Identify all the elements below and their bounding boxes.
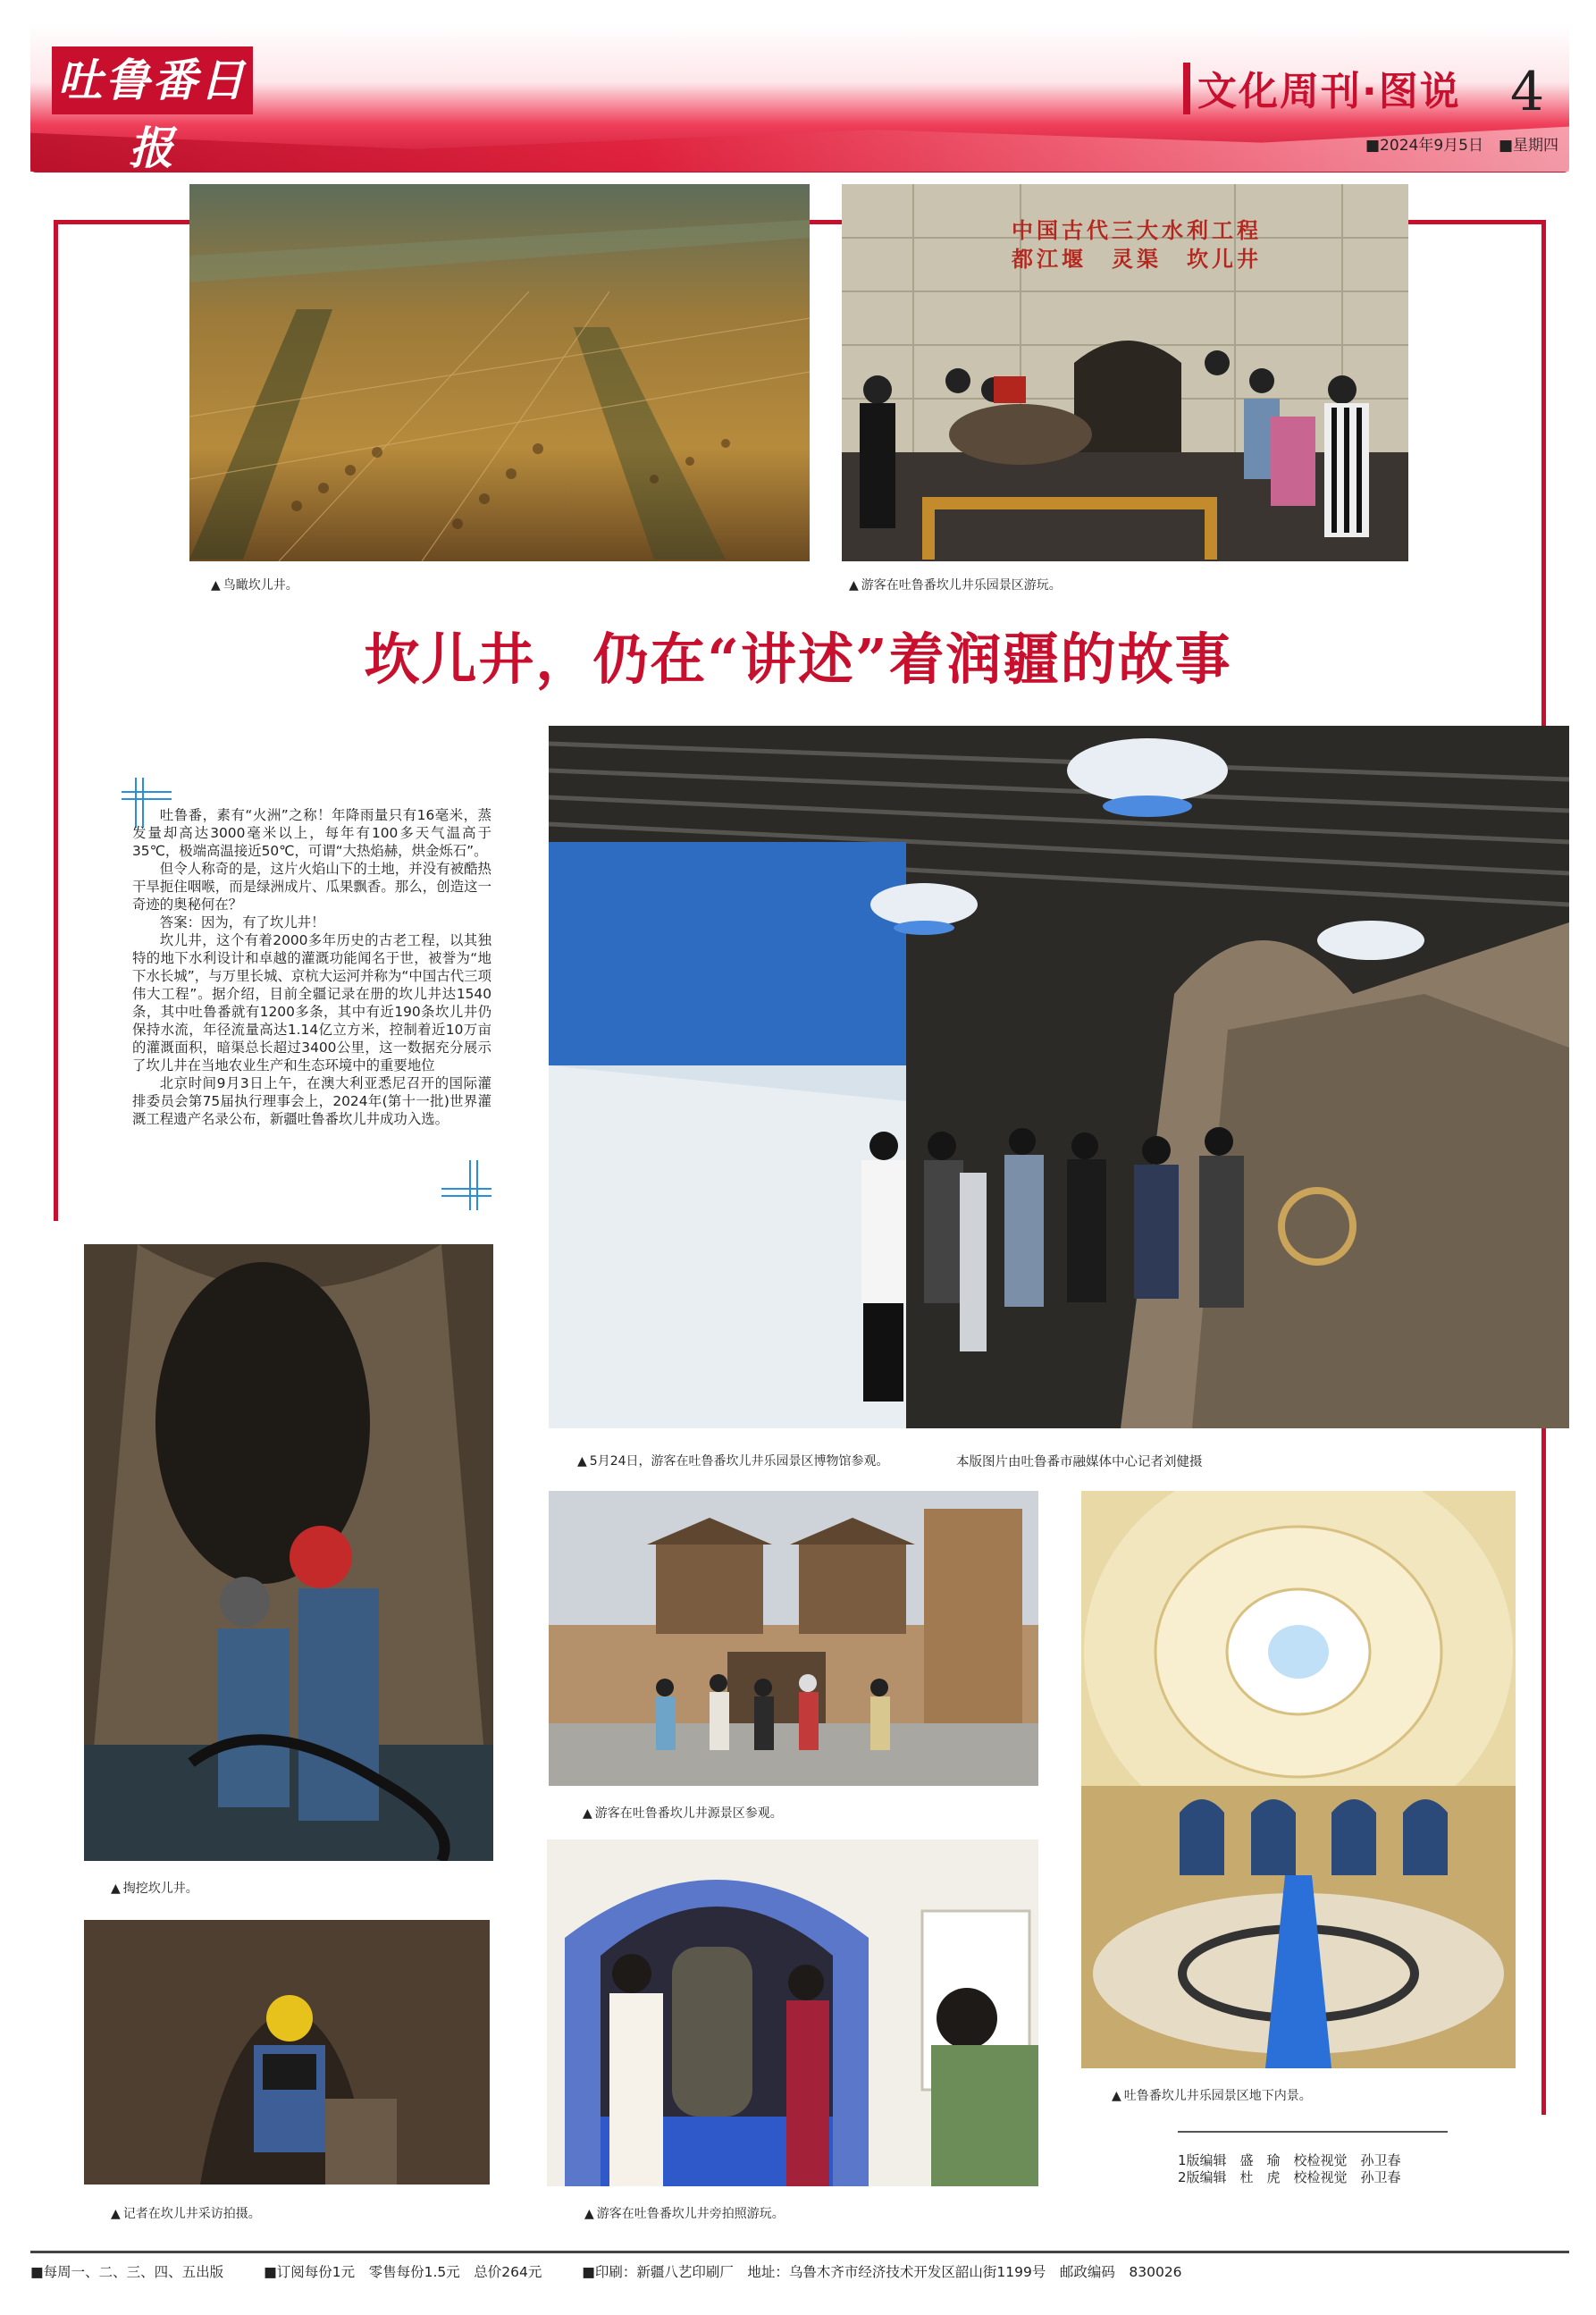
- section-marker: [1183, 63, 1190, 114]
- article-paragraph: 北京时间9月3日上午，在澳大利亚悉尼召开的国际灌排委员会第75届执行理事会上，2024年(第十一批)世界灌溉工程遗产名录公布，新疆吐鲁番坎儿井成功入选。: [132, 1075, 491, 1127]
- printer-info: ■印刷：新疆八艺印刷厂 地址：乌鲁木齐市经济技术开发区韶山街1199号 邮政编码 830026: [582, 2264, 1182, 2280]
- publication-schedule: ■每周一、二、三、四、五出版: [30, 2264, 224, 2280]
- karez-entrance-photo: [842, 184, 1408, 561]
- credit-line: 1版编辑 盛 瑜 校检视觉 孙卫春: [1178, 2152, 1401, 2168]
- issue-date: ■2024年9月5日 ■星期四: [1365, 137, 1559, 155]
- digging-caption: ▲ 掏挖坎儿井。: [111, 1879, 198, 1897]
- photo-spot-photo: [547, 1839, 1038, 2186]
- credit-line: 2版编辑 杜 虎 校检视觉 孙卫春: [1178, 2169, 1401, 2185]
- rotunda-caption: ▲ 吐鲁番坎儿井乐园景区地下内景。: [1112, 2086, 1312, 2104]
- aerial-karez-photo: [189, 184, 810, 561]
- museum-photo: [549, 726, 1569, 1428]
- section-title: 文化周刊·图说: [1197, 69, 1461, 114]
- footer-info: [30, 2261, 1218, 2281]
- reporter-photo: [84, 1920, 490, 2185]
- underground-rotunda-photo: [1081, 1491, 1516, 2068]
- entrance-sign-line2: 都江堰 灵渠 坎儿井: [1012, 246, 1262, 272]
- frame-left-rule: [54, 220, 58, 1221]
- museum-caption: ▲ 5月24日，游客在吐鲁番坎儿井乐园景区博物馆参观。: [577, 1452, 889, 1469]
- footer-rule: [30, 2251, 1569, 2253]
- article-paragraph: 但令人称奇的是，这片火焰山下的土地，并没有被酷热干旱扼住咽喉，而是绿洲成片、瓜果飘香。那么，创造这一奇迹的奥秘何在？: [132, 861, 491, 913]
- aerial-caption: ▲ 鸟瞰坎儿井。: [211, 576, 298, 593]
- article-paragraph: 吐鲁番，素有“火洲”之称！年降雨量只有16毫米，蒸发量却高达3000毫米以上，每年有100多天气温高于35℃，极端高温接近50℃，可谓“大热焰赫，烘金烁石”。: [132, 807, 491, 859]
- article-paragraph: 答案：因为，有了坎儿井！: [159, 914, 325, 930]
- page-headline: 坎儿井，仍在“讲述”着润疆的故事: [364, 627, 1232, 692]
- subscription-price: ■订阅每份1元 零售每份1.5元 总价264元: [264, 2264, 542, 2280]
- reporter-caption: ▲ 记者在坎儿井采访拍摄。: [111, 2204, 261, 2222]
- karez-source-fortress-photo: [549, 1491, 1038, 1786]
- karez-digging-photo: [84, 1244, 493, 1861]
- article-corner-decor-bottom: [440, 1158, 493, 1212]
- newspaper-logo: 吐鲁番日报: [52, 46, 253, 114]
- editor-credits: [1178, 2152, 1446, 2186]
- entrance-caption: ▲ 游客在吐鲁番坎儿井乐园景区游玩。: [849, 576, 1062, 593]
- photo-credit: 本版图片由吐鲁番市融媒体中心记者刘健摄: [956, 1455, 1203, 1469]
- page-number: 4: [1510, 61, 1545, 123]
- article-paragraph: 坎儿井，这个有着2000多年历史的古老工程，以其独特的地下水利设计和卓越的灌溉功能闻名于世，被誉为“地下水长城”，与万里长城、京杭大运河并称为“中国古代三项伟大工程”。据介绍，目前全疆记录在册的坎儿井达1540条，其中吐鲁番就有1200多条，其中有近190条坎儿井仍保持水流，年径流量高达1.14亿立方米，控制着近10万亩的灌溉面积，暗渠总长超过3400公里，这一数据充分展示了坎儿井在当地农业生产和生态环境中的重要地位: [132, 932, 491, 1073]
- entrance-sign-line1: 中国古代三大水利工程: [1012, 217, 1262, 243]
- photo-spot-caption: ▲ 游客在吐鲁番坎儿井旁拍照游玩。: [584, 2204, 785, 2222]
- credits-rule: [1178, 2131, 1448, 2133]
- fortress-caption: ▲ 游客在吐鲁番坎儿井源景区参观。: [583, 1804, 783, 1822]
- article-body: [132, 806, 491, 1128]
